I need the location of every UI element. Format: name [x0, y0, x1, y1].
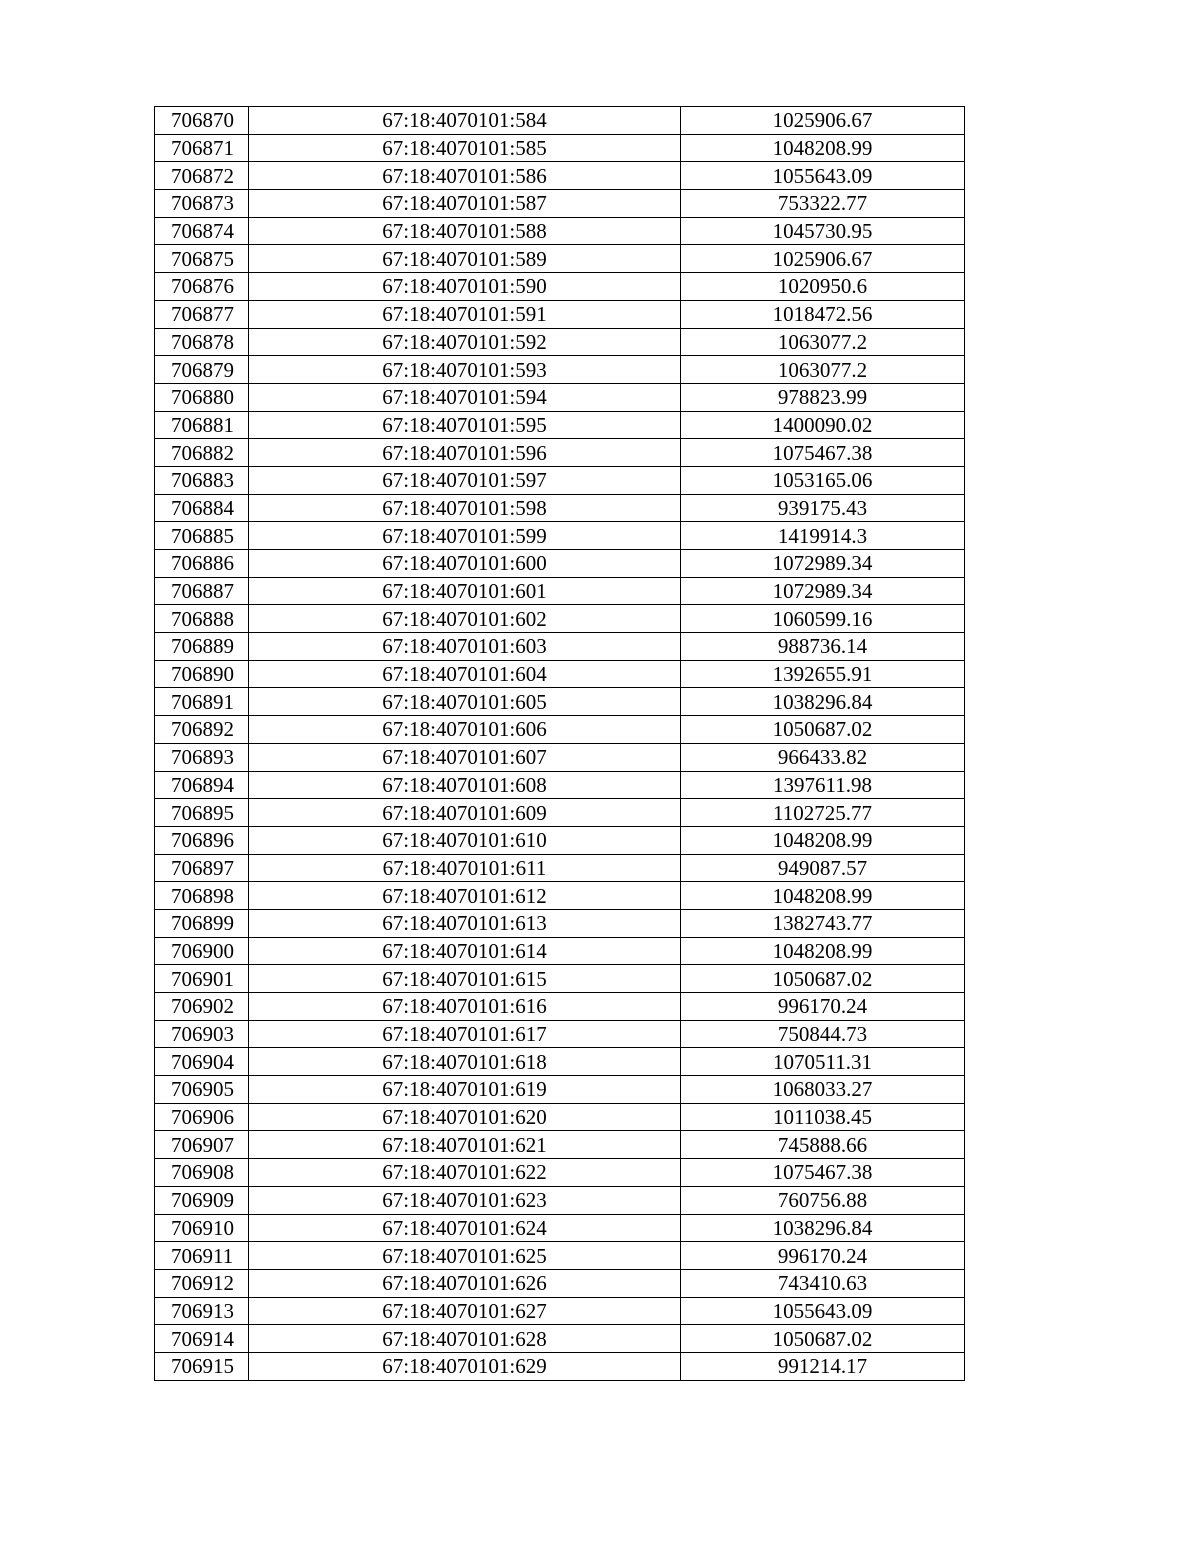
value-cell: 760756.88 [681, 1186, 965, 1214]
row-id-cell: 706886 [155, 550, 249, 578]
row-id-cell: 706909 [155, 1186, 249, 1214]
row-id-cell: 706895 [155, 799, 249, 827]
row-id-cell: 706888 [155, 605, 249, 633]
value-cell: 1068033.27 [681, 1076, 965, 1104]
value-cell: 988736.14 [681, 633, 965, 661]
table-row [155, 245, 965, 273]
cadastral-number-cell: 67:18:4070101:598 [249, 494, 681, 522]
value-cell: 1018472.56 [681, 300, 965, 328]
value-cell: 991214.17 [681, 1352, 965, 1380]
value-cell: 743410.63 [681, 1269, 965, 1297]
row-id-cell: 706899 [155, 909, 249, 937]
cadastral-number-cell: 67:18:4070101:611 [249, 854, 681, 882]
value-cell: 1070511.31 [681, 1048, 965, 1076]
row-id-cell: 706887 [155, 577, 249, 605]
table-row [155, 771, 965, 799]
table-row [155, 743, 965, 771]
cadastral-number-cell: 67:18:4070101:609 [249, 799, 681, 827]
table-row [155, 799, 965, 827]
value-cell: 1392655.91 [681, 660, 965, 688]
value-cell: 1053165.06 [681, 466, 965, 494]
table-row [155, 300, 965, 328]
cadastral-number-cell: 67:18:4070101:616 [249, 993, 681, 1021]
row-id-cell: 706872 [155, 162, 249, 190]
row-id-cell: 706906 [155, 1103, 249, 1131]
value-cell: 966433.82 [681, 743, 965, 771]
table-body [155, 107, 965, 1381]
row-id-cell: 706876 [155, 273, 249, 301]
cadastral-number-cell: 67:18:4070101:610 [249, 826, 681, 854]
row-id-cell: 706892 [155, 716, 249, 744]
table-row [155, 1242, 965, 1270]
cadastral-number-cell: 67:18:4070101:605 [249, 688, 681, 716]
row-id-cell: 706902 [155, 993, 249, 1021]
value-cell: 1072989.34 [681, 577, 965, 605]
cadastral-number-cell: 67:18:4070101:612 [249, 882, 681, 910]
table-row [155, 688, 965, 716]
row-id-cell: 706881 [155, 411, 249, 439]
row-id-cell: 706903 [155, 1020, 249, 1048]
value-cell: 1400090.02 [681, 411, 965, 439]
table-row [155, 1020, 965, 1048]
value-cell: 1382743.77 [681, 909, 965, 937]
table-row [155, 134, 965, 162]
cadastral-number-cell: 67:18:4070101:589 [249, 245, 681, 273]
cadastral-number-cell: 67:18:4070101:622 [249, 1159, 681, 1187]
value-cell: 978823.99 [681, 383, 965, 411]
row-id-cell: 706905 [155, 1076, 249, 1104]
table-row [155, 328, 965, 356]
cadastral-number-cell: 67:18:4070101:597 [249, 466, 681, 494]
value-cell: 1045730.95 [681, 217, 965, 245]
table-row [155, 993, 965, 1021]
row-id-cell: 706915 [155, 1352, 249, 1380]
table-row [155, 107, 965, 135]
row-id-cell: 706914 [155, 1325, 249, 1353]
table-row [155, 1325, 965, 1353]
row-id-cell: 706890 [155, 660, 249, 688]
value-cell: 1063077.2 [681, 356, 965, 384]
table-row [155, 162, 965, 190]
value-cell: 1038296.84 [681, 688, 965, 716]
data-table [154, 106, 965, 1381]
cadastral-number-cell: 67:18:4070101:599 [249, 522, 681, 550]
value-cell: 1038296.84 [681, 1214, 965, 1242]
table-row [155, 965, 965, 993]
cadastral-number-cell: 67:18:4070101:588 [249, 217, 681, 245]
value-cell: 1050687.02 [681, 716, 965, 744]
cadastral-number-cell: 67:18:4070101:621 [249, 1131, 681, 1159]
value-cell: 1050687.02 [681, 965, 965, 993]
cadastral-number-cell: 67:18:4070101:587 [249, 190, 681, 218]
row-id-cell: 706897 [155, 854, 249, 882]
cadastral-number-cell: 67:18:4070101:628 [249, 1325, 681, 1353]
row-id-cell: 706877 [155, 300, 249, 328]
value-cell: 1397611.98 [681, 771, 965, 799]
cadastral-number-cell: 67:18:4070101:629 [249, 1352, 681, 1380]
row-id-cell: 706878 [155, 328, 249, 356]
cadastral-number-cell: 67:18:4070101:595 [249, 411, 681, 439]
cadastral-number-cell: 67:18:4070101:619 [249, 1076, 681, 1104]
value-cell: 753322.77 [681, 190, 965, 218]
cadastral-number-cell: 67:18:4070101:603 [249, 633, 681, 661]
cadastral-number-cell: 67:18:4070101:613 [249, 909, 681, 937]
row-id-cell: 706871 [155, 134, 249, 162]
cadastral-number-cell: 67:18:4070101:623 [249, 1186, 681, 1214]
table-row [155, 660, 965, 688]
table-row [155, 633, 965, 661]
row-id-cell: 706896 [155, 826, 249, 854]
row-id-cell: 706870 [155, 107, 249, 135]
row-id-cell: 706913 [155, 1297, 249, 1325]
row-id-cell: 706894 [155, 771, 249, 799]
cadastral-number-cell: 67:18:4070101:615 [249, 965, 681, 993]
table-row [155, 550, 965, 578]
cadastral-number-cell: 67:18:4070101:600 [249, 550, 681, 578]
value-cell: 750844.73 [681, 1020, 965, 1048]
cadastral-number-cell: 67:18:4070101:607 [249, 743, 681, 771]
table-row [155, 356, 965, 384]
row-id-cell: 706873 [155, 190, 249, 218]
table-row [155, 439, 965, 467]
table-row [155, 909, 965, 937]
cadastral-number-cell: 67:18:4070101:608 [249, 771, 681, 799]
row-id-cell: 706904 [155, 1048, 249, 1076]
value-cell: 1075467.38 [681, 1159, 965, 1187]
cadastral-number-cell: 67:18:4070101:625 [249, 1242, 681, 1270]
value-cell: 1072989.34 [681, 550, 965, 578]
row-id-cell: 706885 [155, 522, 249, 550]
value-cell: 1048208.99 [681, 826, 965, 854]
table-row [155, 716, 965, 744]
value-cell: 1055643.09 [681, 162, 965, 190]
table-row [155, 1269, 965, 1297]
cadastral-number-cell: 67:18:4070101:618 [249, 1048, 681, 1076]
cadastral-number-cell: 67:18:4070101:627 [249, 1297, 681, 1325]
table-row [155, 937, 965, 965]
value-cell: 996170.24 [681, 993, 965, 1021]
table-row [155, 466, 965, 494]
table-row [155, 217, 965, 245]
table-row [155, 383, 965, 411]
cadastral-number-cell: 67:18:4070101:593 [249, 356, 681, 384]
row-id-cell: 706891 [155, 688, 249, 716]
row-id-cell: 706879 [155, 356, 249, 384]
cadastral-number-cell: 67:18:4070101:624 [249, 1214, 681, 1242]
table-row [155, 1297, 965, 1325]
table-row [155, 577, 965, 605]
cadastral-number-cell: 67:18:4070101:602 [249, 605, 681, 633]
table-row [155, 190, 965, 218]
table-row [155, 1131, 965, 1159]
table-row [155, 1186, 965, 1214]
cadastral-number-cell: 67:18:4070101:626 [249, 1269, 681, 1297]
table-row [155, 605, 965, 633]
table-row [155, 1048, 965, 1076]
value-cell: 1048208.99 [681, 134, 965, 162]
table-row [155, 522, 965, 550]
cadastral-number-cell: 67:18:4070101:617 [249, 1020, 681, 1048]
row-id-cell: 706882 [155, 439, 249, 467]
cadastral-number-cell: 67:18:4070101:586 [249, 162, 681, 190]
table-row [155, 1159, 965, 1187]
value-cell: 1102725.77 [681, 799, 965, 827]
cadastral-number-cell: 67:18:4070101:604 [249, 660, 681, 688]
cadastral-number-cell: 67:18:4070101:614 [249, 937, 681, 965]
row-id-cell: 706908 [155, 1159, 249, 1187]
cadastral-number-cell: 67:18:4070101:590 [249, 273, 681, 301]
table-row [155, 494, 965, 522]
row-id-cell: 706901 [155, 965, 249, 993]
value-cell: 1020950.6 [681, 273, 965, 301]
row-id-cell: 706898 [155, 882, 249, 910]
table-row [155, 854, 965, 882]
row-id-cell: 706874 [155, 217, 249, 245]
row-id-cell: 706911 [155, 1242, 249, 1270]
table-row [155, 273, 965, 301]
table-row [155, 1103, 965, 1131]
table-row [155, 882, 965, 910]
table-row [155, 411, 965, 439]
row-id-cell: 706875 [155, 245, 249, 273]
cadastral-number-cell: 67:18:4070101:594 [249, 383, 681, 411]
row-id-cell: 706884 [155, 494, 249, 522]
row-id-cell: 706912 [155, 1269, 249, 1297]
table-row [155, 1352, 965, 1380]
cadastral-number-cell: 67:18:4070101:592 [249, 328, 681, 356]
value-cell: 1025906.67 [681, 107, 965, 135]
row-id-cell: 706910 [155, 1214, 249, 1242]
row-id-cell: 706889 [155, 633, 249, 661]
value-cell: 1050687.02 [681, 1325, 965, 1353]
value-cell: 1419914.3 [681, 522, 965, 550]
table-row [155, 826, 965, 854]
value-cell: 1055643.09 [681, 1297, 965, 1325]
cadastral-number-cell: 67:18:4070101:584 [249, 107, 681, 135]
cadastral-number-cell: 67:18:4070101:591 [249, 300, 681, 328]
value-cell: 1011038.45 [681, 1103, 965, 1131]
table-row [155, 1214, 965, 1242]
value-cell: 1048208.99 [681, 937, 965, 965]
row-id-cell: 706893 [155, 743, 249, 771]
row-id-cell: 706880 [155, 383, 249, 411]
value-cell: 1075467.38 [681, 439, 965, 467]
table-row [155, 1076, 965, 1104]
row-id-cell: 706907 [155, 1131, 249, 1159]
cadastral-number-cell: 67:18:4070101:601 [249, 577, 681, 605]
cadastral-number-cell: 67:18:4070101:585 [249, 134, 681, 162]
value-cell: 745888.66 [681, 1131, 965, 1159]
value-cell: 1025906.67 [681, 245, 965, 273]
value-cell: 949087.57 [681, 854, 965, 882]
cadastral-number-cell: 67:18:4070101:620 [249, 1103, 681, 1131]
row-id-cell: 706883 [155, 466, 249, 494]
value-cell: 996170.24 [681, 1242, 965, 1270]
value-cell: 1063077.2 [681, 328, 965, 356]
row-id-cell: 706900 [155, 937, 249, 965]
value-cell: 939175.43 [681, 494, 965, 522]
cadastral-number-cell: 67:18:4070101:596 [249, 439, 681, 467]
value-cell: 1060599.16 [681, 605, 965, 633]
value-cell: 1048208.99 [681, 882, 965, 910]
cadastral-number-cell: 67:18:4070101:606 [249, 716, 681, 744]
